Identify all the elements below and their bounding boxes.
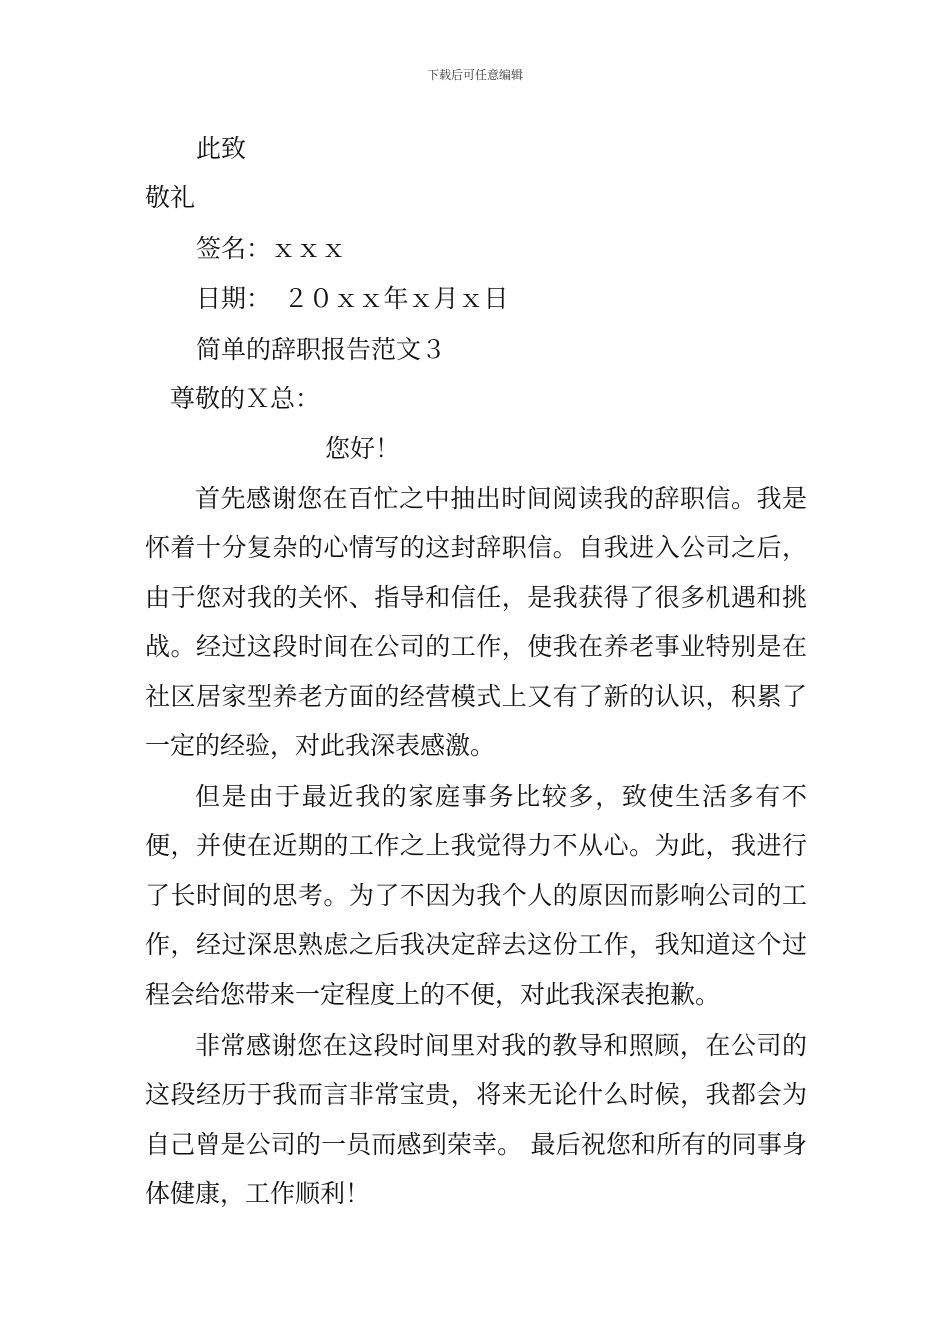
closing-line-2: 敬礼 [145,183,196,212]
signature-name: 签名：ｘｘｘ [196,234,347,263]
body-paragraph-2: 但是由于最近我的家庭事务比较多，致使生活多有不便，并使在近期的工作之上我觉得力不从心。为此，我进行了长时间的思考。为了不因为我个人的原因而影响公司的工作，经过深思熟虑之后我决定辞去这份工作，我知道这个过程会给您带来一定程度上的不便，对此我深表抱歉。 [145,782,807,1009]
signature-date: 日期： ２０ｘｘ年ｘ月ｘ日 [196,284,509,313]
header-note: 下载后可任意编辑 [426,68,523,82]
section-title: 简单的辞职报告范文３ [196,335,447,364]
salutation: 尊敬的Ｘ总： [170,384,321,413]
closing-line-1: 此致 [196,134,247,163]
body-paragraph-3: 非常感谢您在这段时间里对我的教导和照顾，在公司的这段经历于我而言非常宝贵，将来无论什么时候，我都会为自己曾是公司的一员而感到荣幸。 最后祝您和所有的同事身体健康，工作顺利！ [145,1031,807,1209]
greeting: 您好！ [325,434,401,463]
body-paragraph-1: 首先感谢您在百忙之中抽出时间阅读我的辞职信。我是怀着十分复杂的心情写的这封辞职信。自我进入公司之后，由于您对我的关怀、指导和信任，是我获得了很多机遇和挑战。经过这段时间在公司的工作，使我在养老事业特别是在社区居家型养老方面的经营模式上又有了新的认识，积累了一定的经验，对此我深表感激。 [145,484,807,761]
